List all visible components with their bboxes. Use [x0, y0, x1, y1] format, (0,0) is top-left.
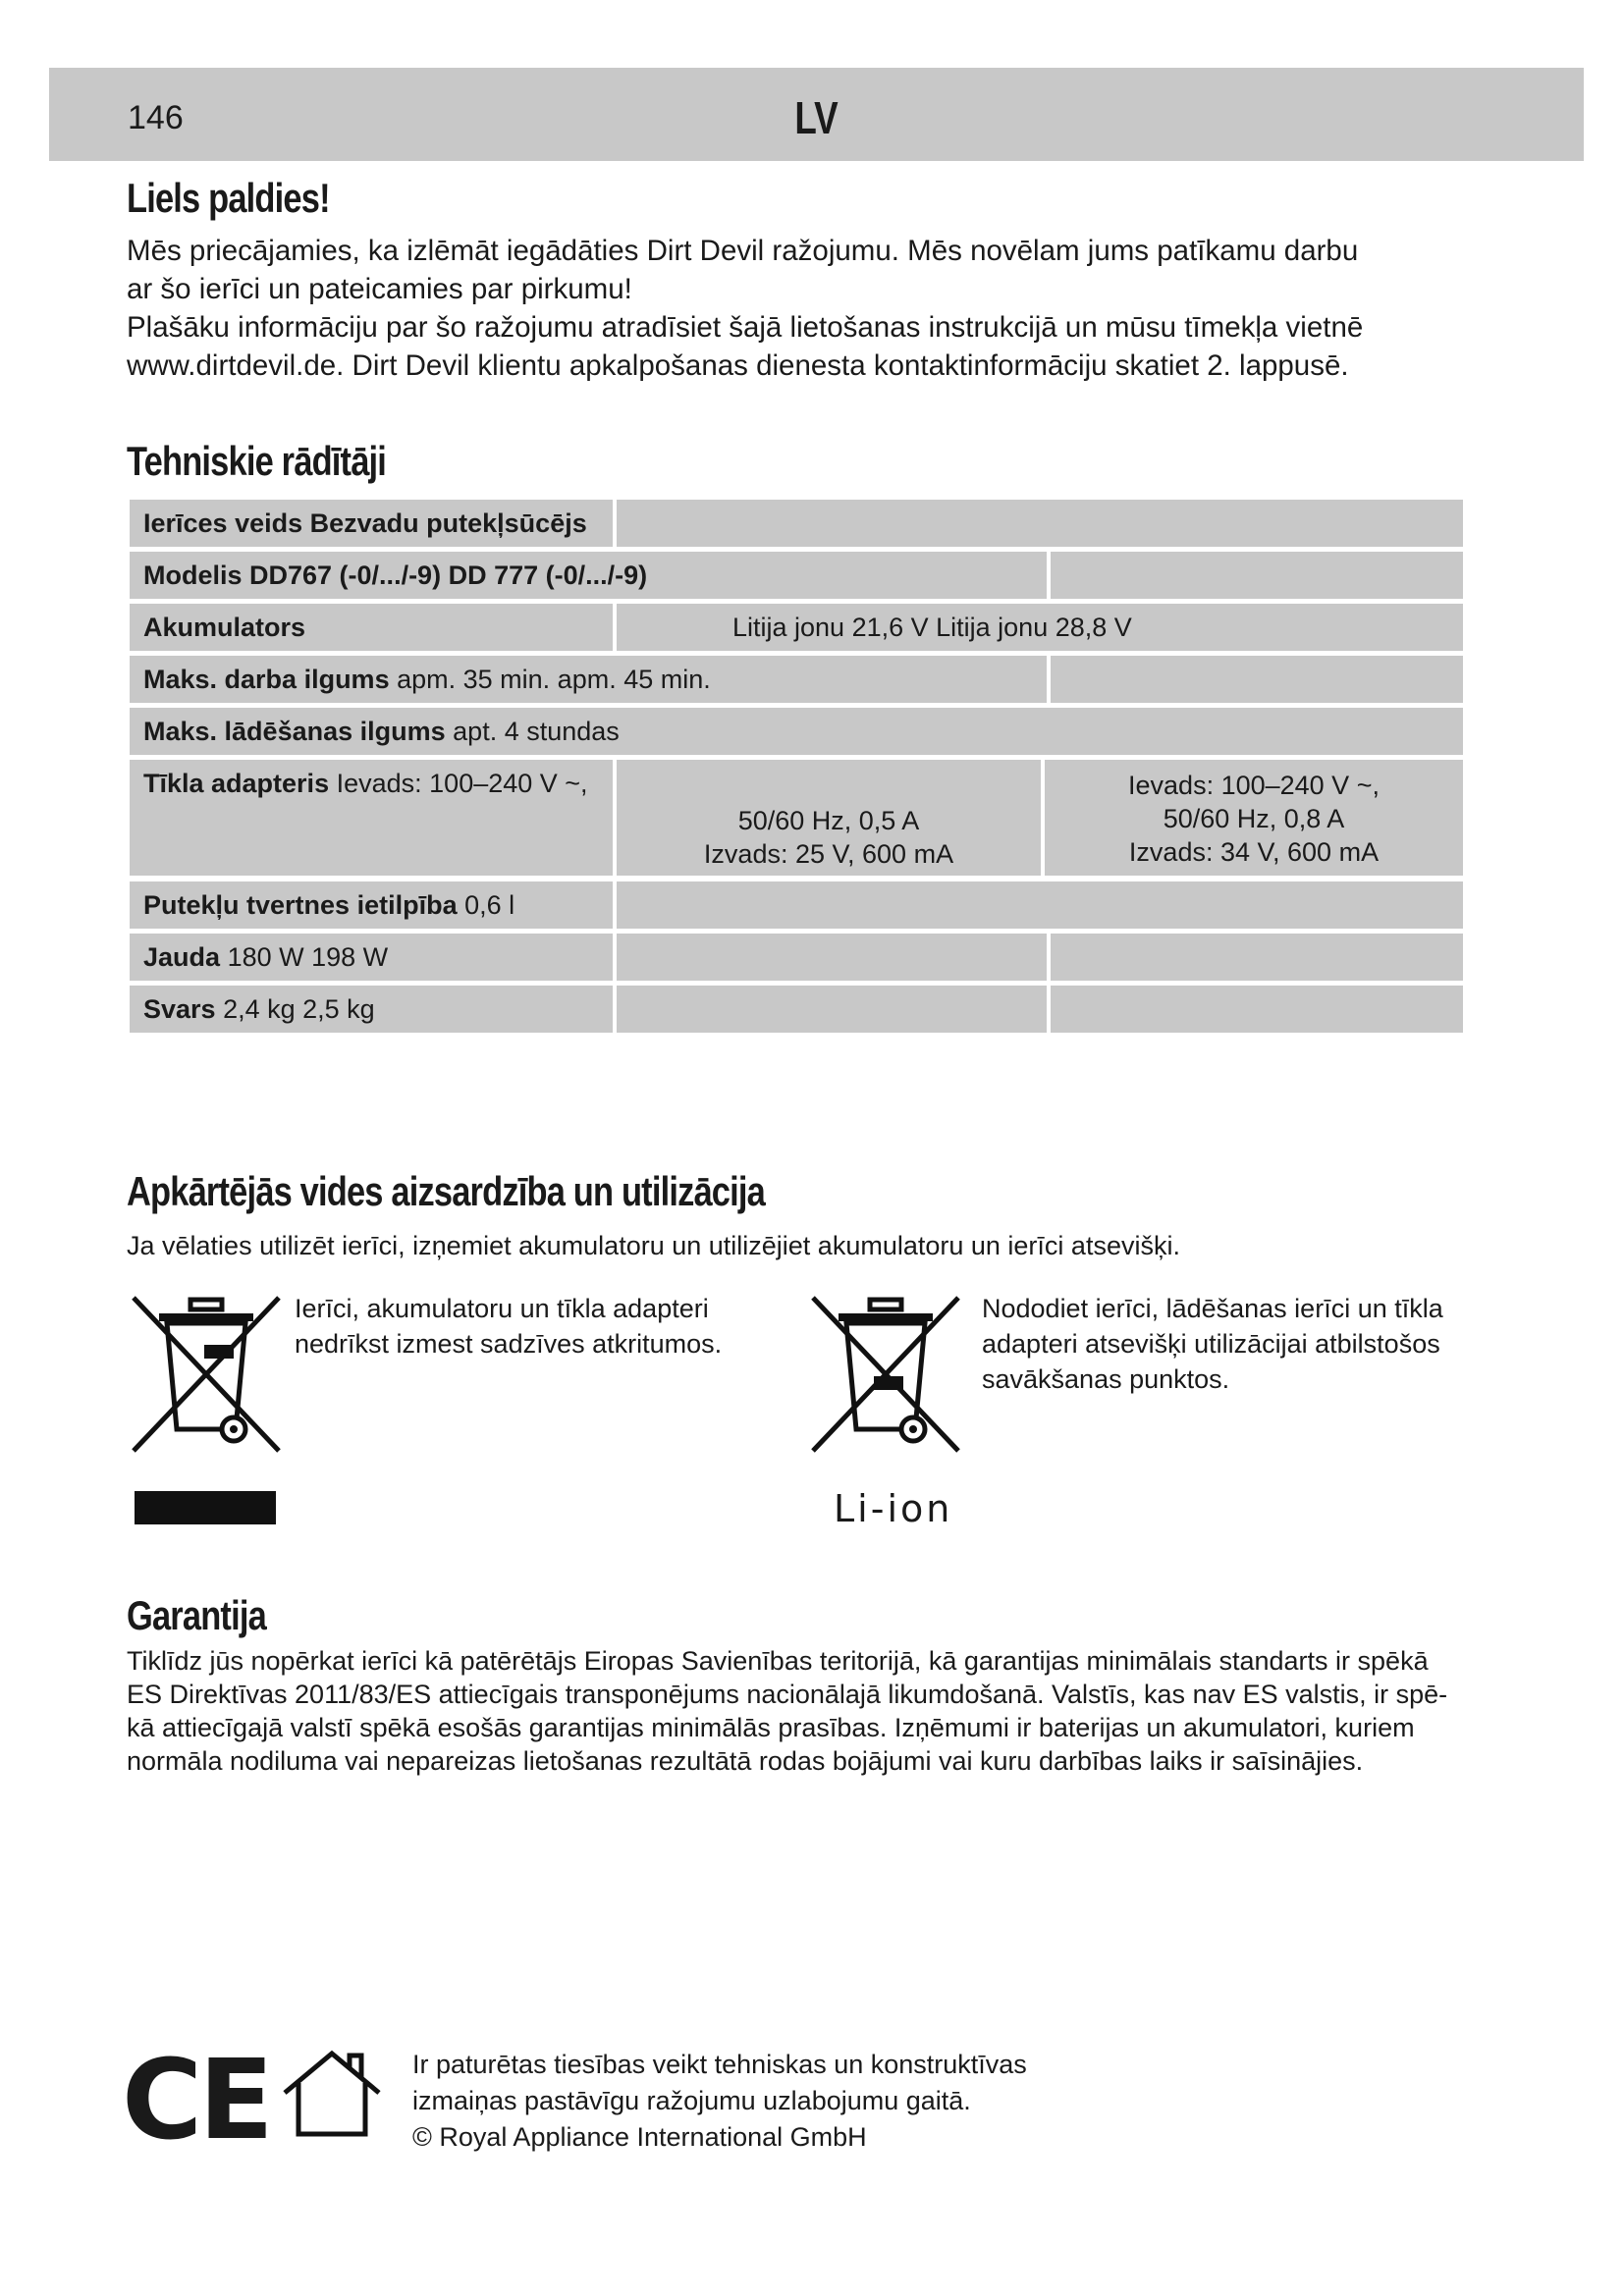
table-cell	[130, 552, 1047, 599]
table-row	[130, 881, 1463, 929]
house-icon	[281, 2050, 383, 2138]
spec-value: apm. 35 min. apm. 45 min.	[397, 665, 711, 694]
table-cell	[617, 881, 1463, 929]
disposal-note-right	[982, 1291, 1443, 1397]
warranty-line: kā attiecīgajā valstī spēkā esošās garantijas minimālās prasības. Izņēmumi ir baterijas un akumulatori, kuriem	[127, 1713, 1415, 1742]
spec-label: Modelis DD767 (-0/.../-9) DD 777 (-0/.../-9)	[143, 561, 648, 590]
table-cell	[130, 500, 613, 547]
adapter-spec-line: 50/60 Hz, 0,8 A	[1163, 804, 1345, 833]
table-cell	[617, 604, 1463, 651]
warranty-text	[127, 1644, 1447, 1778]
environment-title: Apkārtējās vides aizsardzība un utilizācija	[127, 1168, 765, 1214]
table-cell	[1051, 656, 1463, 703]
adapter-spec-line: Izvads: 34 V, 600 mA	[1128, 837, 1380, 867]
table-row	[130, 708, 1463, 755]
table-row	[130, 760, 1463, 876]
table-cell	[130, 986, 613, 1033]
spec-value: Litija jonu 21,6 V Litija jonu 28,8 V	[732, 613, 1132, 642]
spec-label: Akumulators	[143, 613, 306, 642]
table-cell	[617, 760, 1041, 876]
warranty-line: Tiklīdz jūs nopērkat ierīci kā patērētājs Eiropas Savienības teritorijā, kā garantijas minimālais standarts ir spēkā	[127, 1646, 1429, 1676]
spec-value: 0,6 l	[464, 890, 515, 920]
note-line: Ierīci, akumulatoru un tīkla adapteri	[295, 1294, 709, 1323]
warranty-line: ES Direktīvas 2011/83/ES attiecīgais transponējums nacionālajā likumdošanā. Valstīs, kas nav ES valstis, ir spē-	[127, 1680, 1448, 1709]
table-row	[130, 500, 1463, 547]
note-line: savākšanas punktos.	[982, 1364, 1230, 1394]
ce-mark-icon: CE	[122, 2037, 270, 2164]
spec-label: Maks. darba ilgums	[143, 665, 390, 694]
specs-title: Tehniskie rādītāji	[127, 438, 387, 484]
thanks-text	[127, 232, 1363, 385]
li-ion-label: Li-ion	[834, 1487, 953, 1530]
thanks-line: Mēs priecājamies, ka izlēmāt iegādāties Dirt Devil ražojumu. Mēs novēlam jums patīkamu darbu	[127, 235, 1359, 267]
warranty-line: normāla nodiluma vai nepareizas lietošanas rezultātā rodas bojājumi vai kuru darbības laiks ir saīsinājies.	[127, 1746, 1364, 1776]
spec-label: Svars	[143, 994, 216, 1024]
table-row	[130, 934, 1463, 981]
adapter-spec-line: 50/60 Hz, 0,5 A	[737, 806, 920, 835]
table-cell	[130, 708, 1463, 755]
table-cell	[130, 656, 1047, 703]
crossed-bin-icon	[126, 1292, 287, 1457]
spec-value: Ievads: 100–240 V ~,	[336, 769, 588, 798]
table-row	[130, 552, 1463, 599]
table-cell	[130, 604, 613, 651]
spec-value: apt. 4 stundas	[453, 717, 620, 746]
table-row	[130, 656, 1463, 703]
footer-text	[412, 2047, 1027, 2156]
note-line: adapteri atsevišķi utilizācijai atbilstošos	[982, 1329, 1440, 1359]
language-code: LV	[794, 92, 839, 143]
note-line: nedrīkst izmest sadzīves atkritumos.	[295, 1329, 723, 1359]
page-number: 146	[128, 99, 184, 136]
environment-intro: Ja vēlaties utilizēt ierīci, izņemiet akumulatoru un utilizējiet akumulatoru un ierīci atsevišķi.	[127, 1231, 1180, 1260]
warranty-title: Garantija	[127, 1592, 266, 1638]
table-cell	[1051, 986, 1463, 1033]
spec-label: Tīkla adapteris	[143, 769, 330, 798]
adapter-spec-line: Ievads: 100–240 V ~,	[1128, 771, 1380, 800]
table-cell	[130, 934, 613, 981]
spec-label: Jauda	[143, 942, 221, 972]
footer-line: © Royal Appliance International GmbH	[412, 2122, 867, 2152]
footer-line: izmaiņas pastāvīgu ražojumu uzlabojumu gaitā.	[412, 2086, 971, 2115]
table-cell	[130, 760, 613, 876]
thanks-line: Plašāku informāciju par šo ražojumu atradīsiet šajā lietošanas instrukcijā un mūsu tīmekļa vietnē	[127, 311, 1364, 344]
table-cell	[617, 934, 1047, 981]
disposal-note-left	[295, 1291, 722, 1362]
crossed-bin-icon	[805, 1292, 966, 1457]
table-row	[130, 604, 1463, 651]
spec-label: Putekļu tvertnes ietilpība	[143, 890, 458, 920]
note-line: Nododiet ierīci, lādēšanas ierīci un tīkla	[982, 1294, 1443, 1323]
table-cell	[617, 986, 1047, 1033]
spec-label: Ierīces veids Bezvadu putekļsūcējs	[143, 508, 587, 538]
table-row	[130, 986, 1463, 1033]
table-cell	[1051, 934, 1463, 981]
thanks-line: www.dirtdevil.de. Dirt Devil klientu apkalpošanas dienesta kontaktinformāciju skatiet 2. lappusē.	[127, 349, 1349, 382]
table-cell	[1045, 760, 1463, 876]
footer-line: Ir paturētas tiesības veikt tehniskas un konstruktīvas	[412, 2050, 1027, 2079]
table-cell	[130, 881, 613, 929]
spec-value: 2,4 kg 2,5 kg	[223, 994, 375, 1024]
black-bar	[135, 1491, 276, 1524]
table-cell	[617, 500, 1463, 547]
spec-label: Maks. lādēšanas ilgums	[143, 717, 446, 746]
thanks-title: Liels paldies!	[127, 175, 330, 221]
spec-value: 180 W 198 W	[227, 942, 389, 972]
table-cell	[1051, 552, 1463, 599]
adapter-spec-line: Izvads: 25 V, 600 mA	[703, 839, 954, 869]
page-header	[49, 68, 1584, 161]
thanks-line: ar šo ierīci un pateicamies par pirkumu!	[127, 273, 632, 305]
